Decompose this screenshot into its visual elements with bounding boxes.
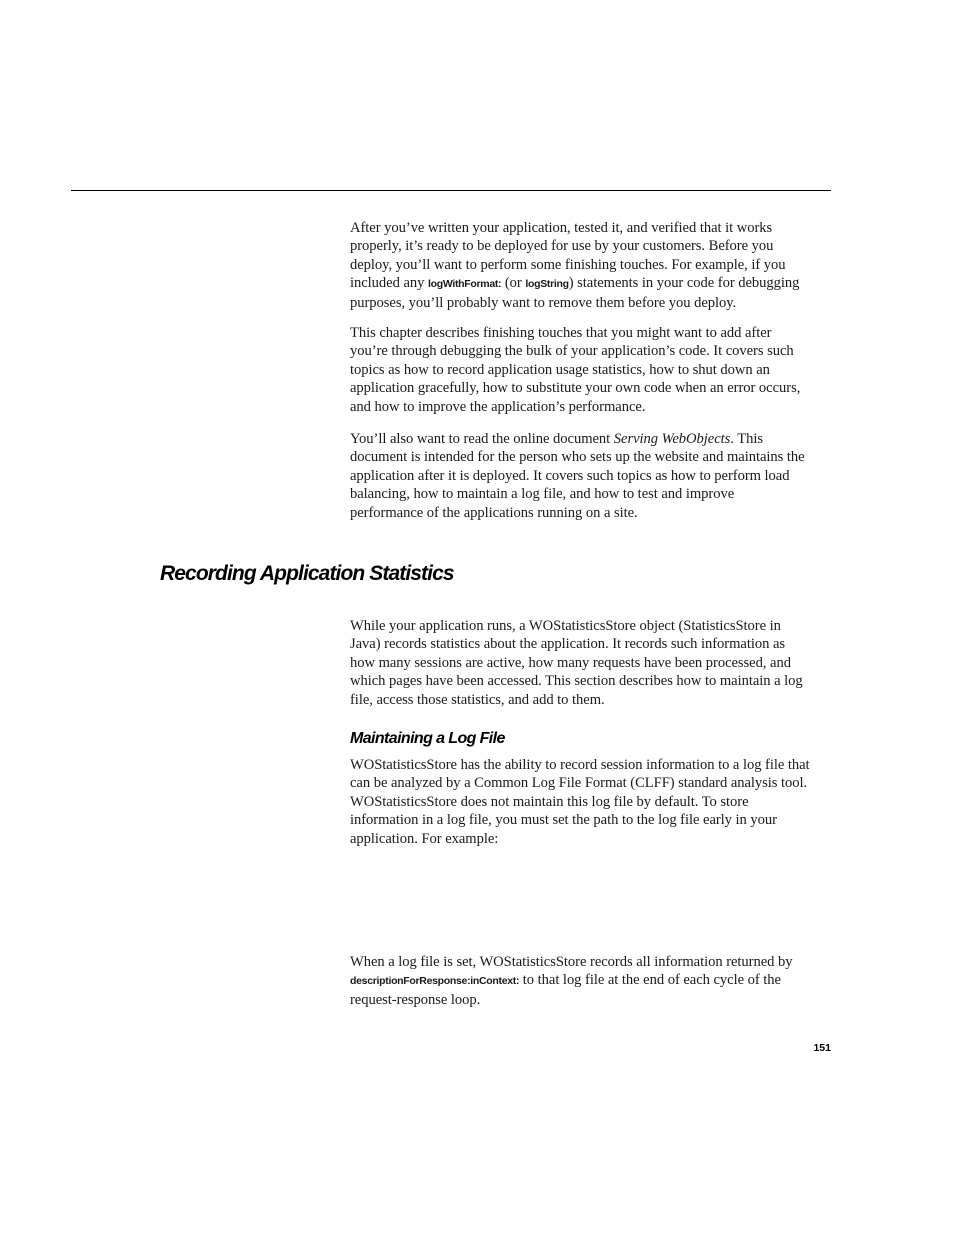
subsection-p2-text-b: to that log file at the end of each cycle of the request-response loop.	[350, 972, 781, 1008]
intro-paragraph-1	[350, 219, 810, 312]
header-rule	[71, 190, 831, 191]
intro-paragraph-2: This chapter describes finishing touches that you might want to add after you’re through debugging the bulk of your application’s code. It covers such topics as how to record application usage statistics, how to shut down an application gracefully, how to substitute your own code when an error occurs, and how to improve the application’s performance.	[350, 325, 801, 415]
subsection-p2-text-a: When a log file is set, WOStatisticsStore records all information returned by	[350, 954, 793, 970]
intro-p1-text-c: ) statements in your code for debugging purposes, you’ll probably want to remove them before you deploy.	[350, 275, 800, 311]
subsection-paragraph-2	[350, 953, 810, 1009]
section-paragraph: While your application runs, a WOStatisticsStore object (StatisticsStore in Java) records statistics about the application. It records such information as how many sessions are active, how many requests have been processed, and which pages have been accessed. This section describes how to maintain a log file, access those statistics, and add to them.	[350, 618, 803, 708]
intro-p1-text-a: After you’ve written your application, tested it, and verified that it works properly, it’s ready to be deployed for use by your customers. Before you deploy, you’ll want to perform some finishing touches. For example, if you included any	[350, 220, 786, 292]
subsection-heading: Maintaining a Log File	[350, 730, 505, 747]
intro-p1-text-b: (or	[501, 275, 526, 292]
intro-p3-text-b: . This document is intended for the person who sets up the website and maintains the application after it is deployed. It covers such topics as how to perform load balancing, how to maintain a log file, and how to test and improve performance of the applications running on a site.	[350, 431, 805, 521]
code-description-for-response: descriptionForResponse:inContext:	[350, 975, 520, 988]
intro-p3-text-a: You’ll also want to read the online document	[350, 431, 614, 447]
code-log-string: logString	[525, 278, 569, 291]
section-heading: Recording Application Statistics	[160, 562, 454, 585]
subsection-paragraph-1: WOStatisticsStore has the ability to record session information to a log file that can be analyzed by a Common Log File Format (CLFF) standard analysis tool. WOStatisticsStore does not maintain this log file by default. To store information in a log file, you must set the path to the log file early in your application. For example:	[350, 757, 810, 847]
document-title: Serving WebObjects	[613, 431, 731, 447]
page-number: 151	[813, 1042, 831, 1054]
code-log-with-format: logWithFormat:	[427, 278, 502, 291]
intro-paragraph-3	[350, 430, 810, 522]
